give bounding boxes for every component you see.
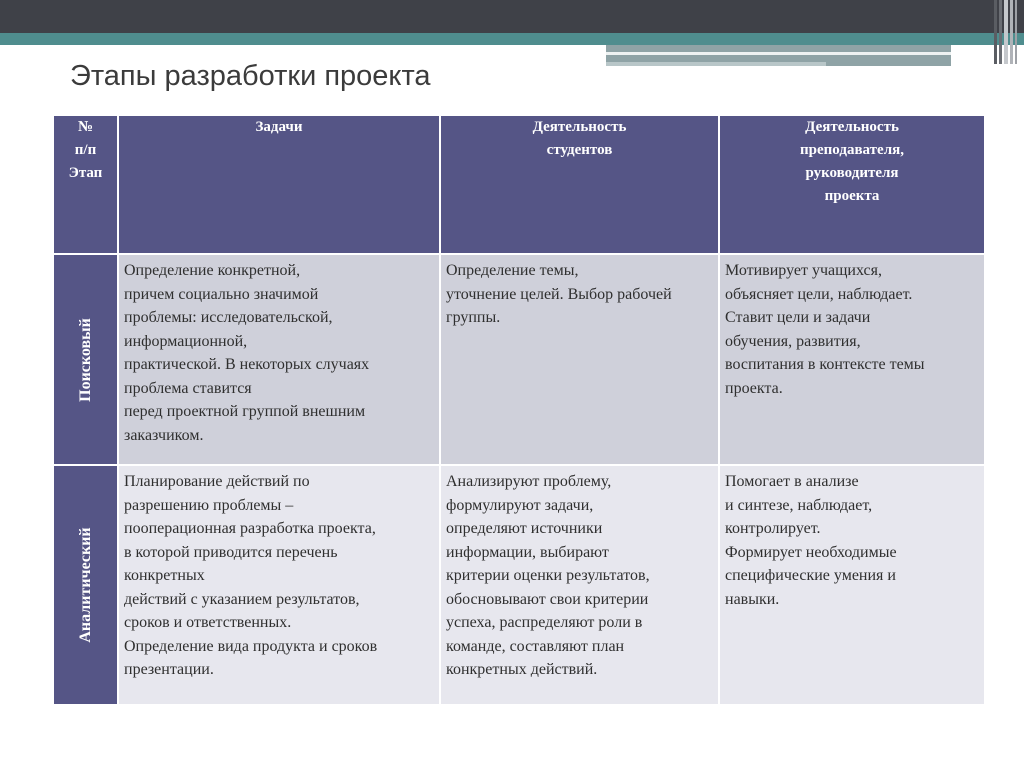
header-students: [440, 115, 719, 254]
top-teal-band: [0, 33, 1024, 45]
teacher-text: Мотивирует учащихся, объясняет цели, наблюдает. Ставит цели и задачи обучения, развития, воспитания в контексте темы проекта.: [725, 262, 925, 397]
header-stage-label: № п/п Этап: [68, 119, 103, 181]
slide-title: Этапы разработки проекта: [70, 60, 431, 92]
top-grey-band-lower: [606, 62, 826, 66]
students-text: Анализируют проблему, формулируют задачи, определяют источники информации, выбирают критерии оценки результатов, обосновывают свои критерии успеха, распределяют роли в команде, составляют план конкретных действий.: [446, 473, 650, 678]
decor-stripe: [1015, 0, 1017, 64]
teacher-cell: [719, 465, 985, 705]
top-grey-band-highlight: [606, 52, 951, 55]
students-cell: [440, 465, 719, 705]
stage-cell: [53, 254, 118, 465]
tasks-text: Планирование действий по разрешению проблемы – пооперационная разработка проекта, в которой приводится перечень конкретных действий с указанием результатов, сроков и ответственных. Определение вида продукта и сроков презентации.: [124, 473, 378, 678]
stage-label: Поисковый: [76, 317, 94, 402]
header-tasks: [118, 115, 440, 254]
project-stages-table: [52, 114, 986, 706]
students-cell: [440, 254, 719, 465]
header-teacher: [719, 115, 985, 254]
teacher-cell: [719, 254, 985, 465]
table-row: [53, 465, 985, 705]
tasks-cell: [118, 465, 440, 705]
header-stage: [53, 115, 118, 254]
students-text: Определение темы, уточнение целей. Выбор рабочей группы.: [446, 262, 672, 326]
teacher-text: Помогает в анализе и синтезе, наблюдает, контролирует. Формирует необходимые специфические умения и навыки.: [725, 473, 897, 608]
header-teacher-label: Деятельность преподавателя, руководителя проекта: [800, 119, 904, 204]
tasks-cell: [118, 254, 440, 465]
decor-stripe: [1010, 0, 1013, 64]
table-row: [53, 254, 985, 465]
top-dark-band: [0, 0, 1024, 33]
decor-stripe: [1004, 0, 1008, 64]
decor-stripe: [999, 0, 1002, 64]
header-students-label: Деятельность студентов: [532, 119, 627, 158]
stage-label: Аналитический: [76, 527, 94, 643]
table-header-row: [53, 115, 985, 254]
stage-cell: [53, 465, 118, 705]
tasks-text: Определение конкретной, причем социально значимой проблемы: исследовательской, информационной, практической. В некоторых случаях проблема ставится перед проектной группой внешним заказчиком.: [124, 262, 370, 444]
decor-stripe: [994, 0, 997, 64]
header-tasks-label: Задачи: [255, 119, 303, 135]
